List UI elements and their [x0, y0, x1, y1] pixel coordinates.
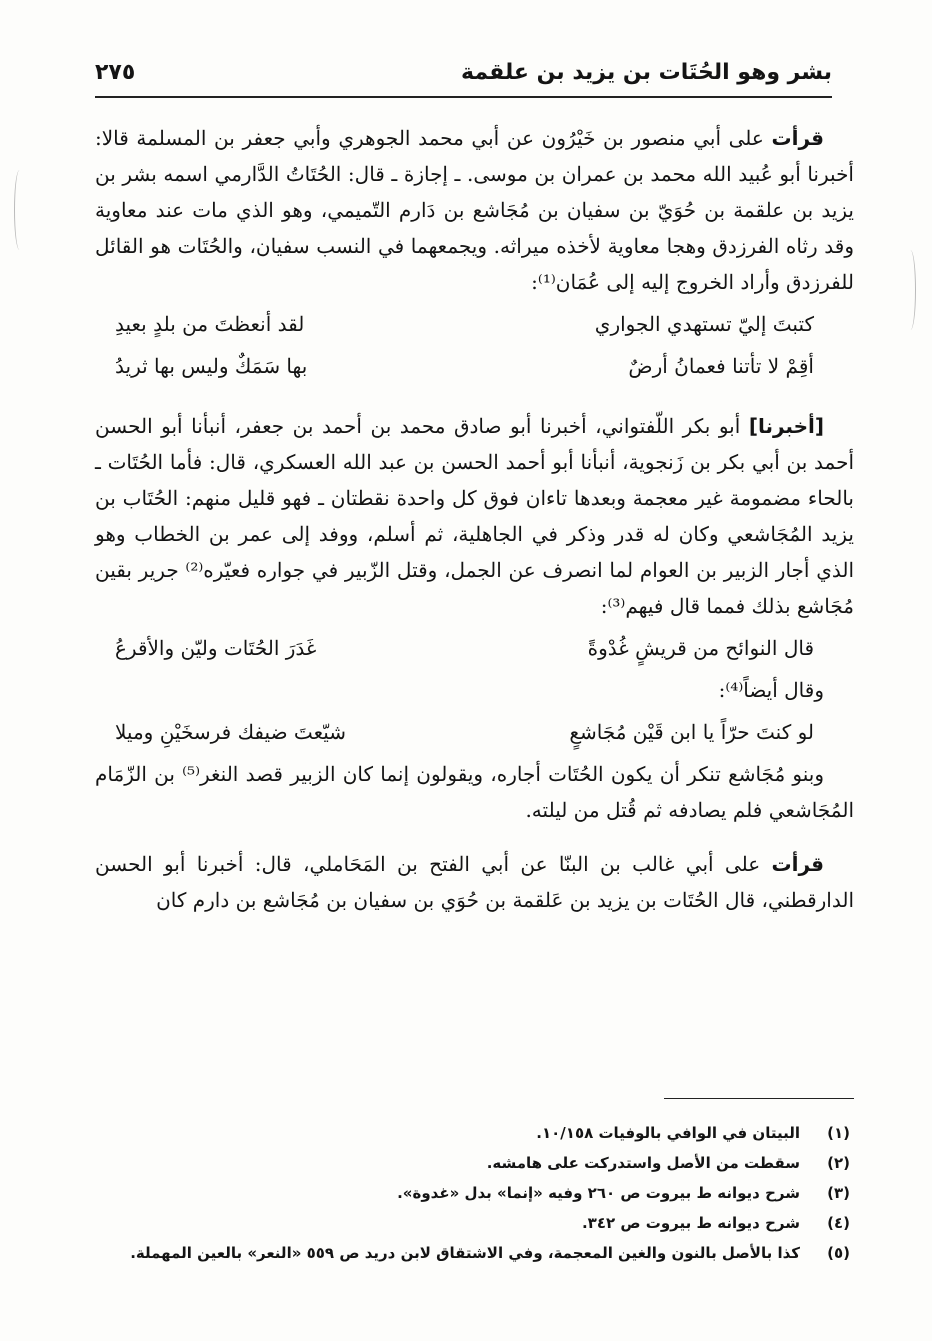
footnote-number: (٢) [827, 1154, 850, 1172]
footnote-number: (٣) [827, 1184, 850, 1202]
verse-hemistich: كتبتَ إليّ تستهدي الجواري [594, 312, 814, 336]
verse-line [95, 630, 854, 666]
running-header [95, 58, 832, 98]
footnote [100, 1208, 850, 1238]
footnotes [100, 1118, 850, 1268]
footnote [100, 1118, 850, 1148]
paragraph-lead: قرأت [771, 126, 824, 150]
verse-hemistich: أقِمْ لا تأتنا فعمانُ أرضٌ [628, 354, 814, 378]
footnote [100, 1178, 850, 1208]
footnote-number: (٥) [827, 1244, 850, 1262]
footnote-text: البيتان في الوافي بالوفيات ١٠/١٥٨. [536, 1124, 800, 1142]
paragraph [95, 408, 854, 624]
footnote-text: كذا بالأصل بالنون والغين المعجمة، وفي الاشتقاق لابن دريد ص ٥٥٩ «النعر» بالعين المهملة. [130, 1244, 800, 1262]
verse-hemistich: لقد أنعظتَ من بلدٍ بعيدِ [115, 312, 305, 336]
verse-hemistich: لو كنتَ حرّاً يا ابن قَيْن مُجَاشعٍ [569, 720, 814, 744]
paragraph-text: على أبي غالب بن البنّا عن أبي الفتح بن المَحَاملي، قال: أخبرنا أبو الحسن الدارقطني، قال الحُتَات بن يزيد بن عَلقمة بن حُوَي بن سفيان بن مُجَاشع بن دارم كان [95, 852, 854, 912]
paragraph [95, 120, 854, 300]
paragraph-lead: [أخبرنا] [748, 414, 825, 438]
footnote-number: (٤) [827, 1214, 850, 1232]
main-text [95, 120, 854, 918]
paragraph-text: أبو بكر اللّفتواني، أخبرنا أبو صادق محمد بن أحمد بن جعفر، أنبأنا أبو الحسن أحمد بن أبي بكر بن زَنجوية، أنبأنا أبو أحمد الحسن بن عبد الله العسكري، قال: فأما الحُتَات ـ بالحاء مضمومة غير معجمة وبعدها تاءان فوق كل واحدة نقطتان ـ فهو قليل منهم: الحُتَاب بن يزيد المُجَاشعي وكان له قدر وذكر في الجاهلية، ثم أسلم، ووفد إلى عمر بن الخطاب وهو الذي أجار الزبير بن العوام لما انصرف عن الجمل، وقتل الزّبير في جواره فعيّره⁽²⁾ جرير بقين مُجَاشع بذلك فمما قال فيهم⁽³⁾: [95, 414, 855, 618]
footnote [100, 1238, 850, 1268]
footnote-text: شرح ديوانه ط بيروت ص ٢٦٠ وفيه «إنما» بدل «غدوة». [397, 1184, 800, 1202]
paragraph-lead: قرأت [771, 852, 824, 876]
footnote-text: سقطت من الأصل واستدركت على هامشه. [486, 1154, 800, 1172]
verse-hemistich: بها سَمَكٌ وليس بها ثريدُ [115, 354, 308, 378]
header-rule [95, 96, 832, 98]
page-number: ٢٧٥ [95, 60, 136, 85]
running-title: بشر وهو الحُتَات بن يزيد بن علقمة [461, 60, 832, 85]
verse-hemistich: شيّعتَ ضيفك فرسخَيْنِ وميلا [115, 720, 347, 744]
paragraph-text: على أبي منصور بن خَيْرُون عن أبي محمد الجوهري وأبي جعفر بن المسلمة قالا: أخبرنا أبو عُبيد الله محمد بن عمران بن موسى. ـ إجازة ـ قال: الحُتَاتُ الدَّارمي اسمه بشر بن يزيد بن علقمة بن حُوَيّ بن سفيان بن مُجَاشع بن دَارم التّميمي، وهو الذي مات عند معاوية وقد رثاه الفرزدق وهجا معاوية لأخذه ميراثه. ويجمعهما في النسب سفيان، والحُتَات هو القائل للفرزدق وأراد الخروج إليه إلى عُمَان⁽¹⁾: [95, 126, 854, 294]
footnote-text: شرح ديوانه ط بيروت ص ٣٤٢. [581, 1214, 800, 1232]
verse-line [95, 306, 854, 342]
verse-intro: وقال أيضاً⁽⁴⁾: [718, 678, 824, 702]
footnote [100, 1148, 850, 1178]
paragraph [95, 846, 854, 918]
closing-paragraph: وبنو مُجَاشع تنكر أن يكون الحُتَات أجاره، ويقولون إنما كان الزبير قصد النغر⁽⁵⁾ بن الزّمَام المُجَاشعي فلم يصادفه ثم قُتل من ليلته. [95, 762, 854, 822]
scan-edge-mark [14, 170, 25, 250]
footnote-rule [664, 1098, 854, 1099]
scan-edge-mark [905, 250, 916, 330]
footnote-number: (١) [827, 1124, 850, 1142]
verse-hemistich: قال النوائح من قريشٍ غُدْوةً [587, 636, 814, 660]
verse-line [95, 348, 854, 384]
verse-line [95, 714, 854, 750]
verse-hemistich: غَدَرَ الحُتَات وليّن والأقرعُ [115, 636, 317, 660]
